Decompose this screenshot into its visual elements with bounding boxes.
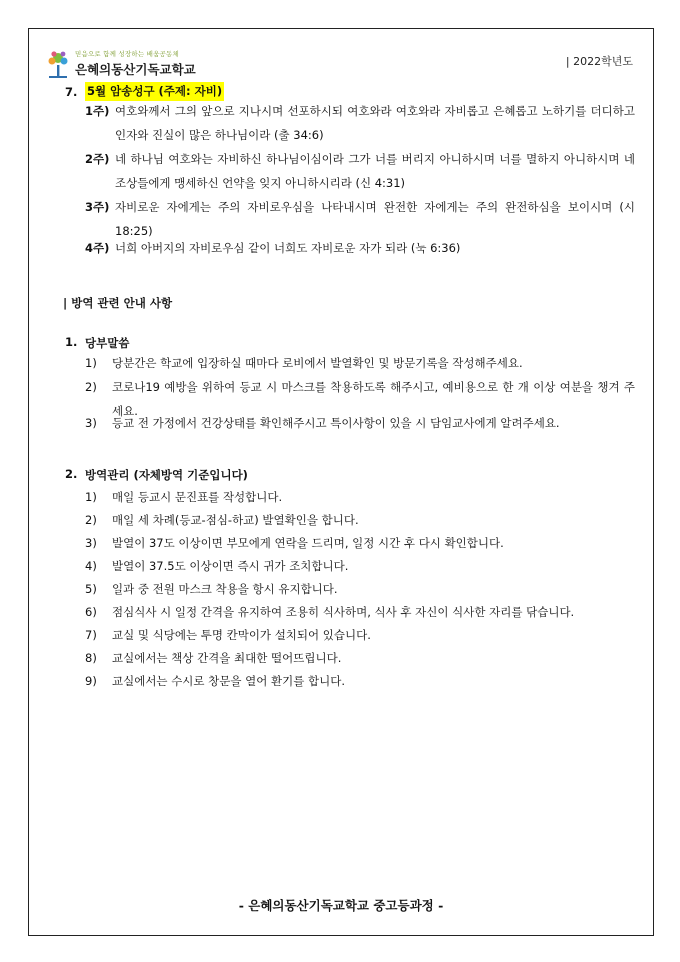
list-item bbox=[85, 508, 635, 532]
item-number: 6) bbox=[85, 605, 97, 619]
item-text: 점심식사 시 일정 간격을 유지하여 조용히 식사하며, 식사 후 자신이 식사한 자리를 닦습니다. bbox=[112, 605, 575, 619]
school-year: | 2022학년도 bbox=[565, 55, 633, 68]
verse-text: 자비로운 자에게는 주의 자비로우심을 나타내시며 완전한 자에게는 주의 완전하심을 보이시며 (시 18:25) bbox=[115, 200, 635, 238]
list-item bbox=[85, 577, 635, 601]
item-text: 당분간은 학교에 입장하실 때마다 로비에서 발열확인 및 방문기록을 작성해주세요. bbox=[112, 356, 523, 370]
logo-school-name: 은혜의동산기독교학교 bbox=[75, 62, 196, 77]
item-text: 발열이 37.5도 이상이면 즉시 귀가 조치합니다. bbox=[112, 559, 349, 573]
item-text: 코로나19 예방을 위하여 등교 시 마스크를 착용하도록 해주시고, 예비용으로 한 개 이상 여분을 챙겨 주세요. bbox=[112, 380, 635, 418]
item-text: 매일 등교시 문진표를 작성합니다. bbox=[112, 490, 283, 504]
list-item bbox=[85, 554, 635, 578]
tree-logo-icon bbox=[45, 49, 71, 79]
section-title: 5월 암송성구 (주제: 자비) bbox=[85, 82, 224, 101]
item-text: 일과 중 전원 마스크 착용을 항시 유지합니다. bbox=[112, 582, 338, 596]
section-number: 7. bbox=[65, 85, 78, 99]
item-number: 3) bbox=[85, 536, 97, 550]
page-footer: - 은혜의동산기독교학교 중고등과정 - bbox=[238, 898, 444, 913]
item-number: 5) bbox=[85, 582, 97, 596]
list-item bbox=[85, 531, 635, 555]
list-item bbox=[85, 646, 635, 670]
item-number: 1) bbox=[85, 490, 97, 504]
item-number: 4) bbox=[85, 559, 97, 573]
document-page bbox=[28, 28, 654, 936]
item-number: 8) bbox=[85, 651, 97, 665]
list-item bbox=[85, 623, 635, 647]
item-text: 교실에서는 수시로 창문을 열어 환기를 합니다. bbox=[112, 674, 346, 688]
part-number: 2. bbox=[65, 467, 78, 481]
list-item bbox=[85, 485, 635, 509]
item-number: 7) bbox=[85, 628, 97, 642]
item-text: 매일 세 차례(등교-점심-하교) 발열확인을 합니다. bbox=[112, 513, 359, 527]
verse-week: 1주) bbox=[85, 104, 110, 118]
list-item bbox=[85, 600, 635, 624]
list-item bbox=[85, 669, 635, 693]
verse-item bbox=[85, 147, 635, 195]
item-text: 등교 전 가정에서 건강상태를 확인해주시고 특이사항이 있을 시 담임교사에게 알려주세요. bbox=[112, 416, 560, 430]
verse-text: 너희 아버지의 자비로우심 같이 너희도 자비로운 자가 되라 (눅 6:36) bbox=[115, 241, 461, 255]
verse-week: 2주) bbox=[85, 152, 110, 166]
item-number: 3) bbox=[85, 416, 97, 430]
verse-week: 3주) bbox=[85, 200, 110, 214]
list-item bbox=[85, 411, 635, 435]
logo-slogan: 믿음으로 함께 성장하는 배움공동체 bbox=[75, 50, 179, 58]
verse-item bbox=[85, 99, 635, 147]
school-logo bbox=[45, 47, 245, 81]
item-number: 2) bbox=[85, 513, 97, 527]
verse-week: 4주) bbox=[85, 241, 110, 255]
list-item bbox=[85, 351, 635, 375]
item-text: 교실에서는 책상 간격을 최대한 떨어뜨립니다. bbox=[112, 651, 342, 665]
item-number: 9) bbox=[85, 674, 97, 688]
notice-heading: | 방역 관련 안내 사항 bbox=[63, 296, 173, 310]
part-title: 방역관리 (자체방역 기준입니다) bbox=[85, 468, 248, 482]
item-number: 1) bbox=[85, 356, 97, 370]
part-number: 1. bbox=[65, 335, 78, 349]
verse-item bbox=[85, 236, 635, 260]
verse-text: 네 하나님 여호와는 자비하신 하나님이심이라 그가 너를 버리지 아니하시며 너를 멸하지 아니하시며 네 조상들에게 맹세하신 언약을 잊지 아니하시리라 (신 4:31) bbox=[115, 152, 635, 190]
verse-text: 여호와께서 그의 앞으로 지나시며 선포하시되 여호와라 여호와라 자비롭고 은혜롭고 노하기를 더디하고 인자와 진실이 많은 하나님이라 (출 34:6) bbox=[115, 104, 635, 142]
item-text: 교실 및 식당에는 투명 칸막이가 설치되어 있습니다. bbox=[112, 628, 371, 642]
item-text: 발열이 37도 이상이면 부모에게 연락을 드리며, 일정 시간 후 다시 확인합니다. bbox=[112, 536, 504, 550]
part-title: 당부말씀 bbox=[85, 336, 130, 350]
page-header bbox=[43, 43, 639, 83]
item-number: 2) bbox=[85, 380, 97, 394]
